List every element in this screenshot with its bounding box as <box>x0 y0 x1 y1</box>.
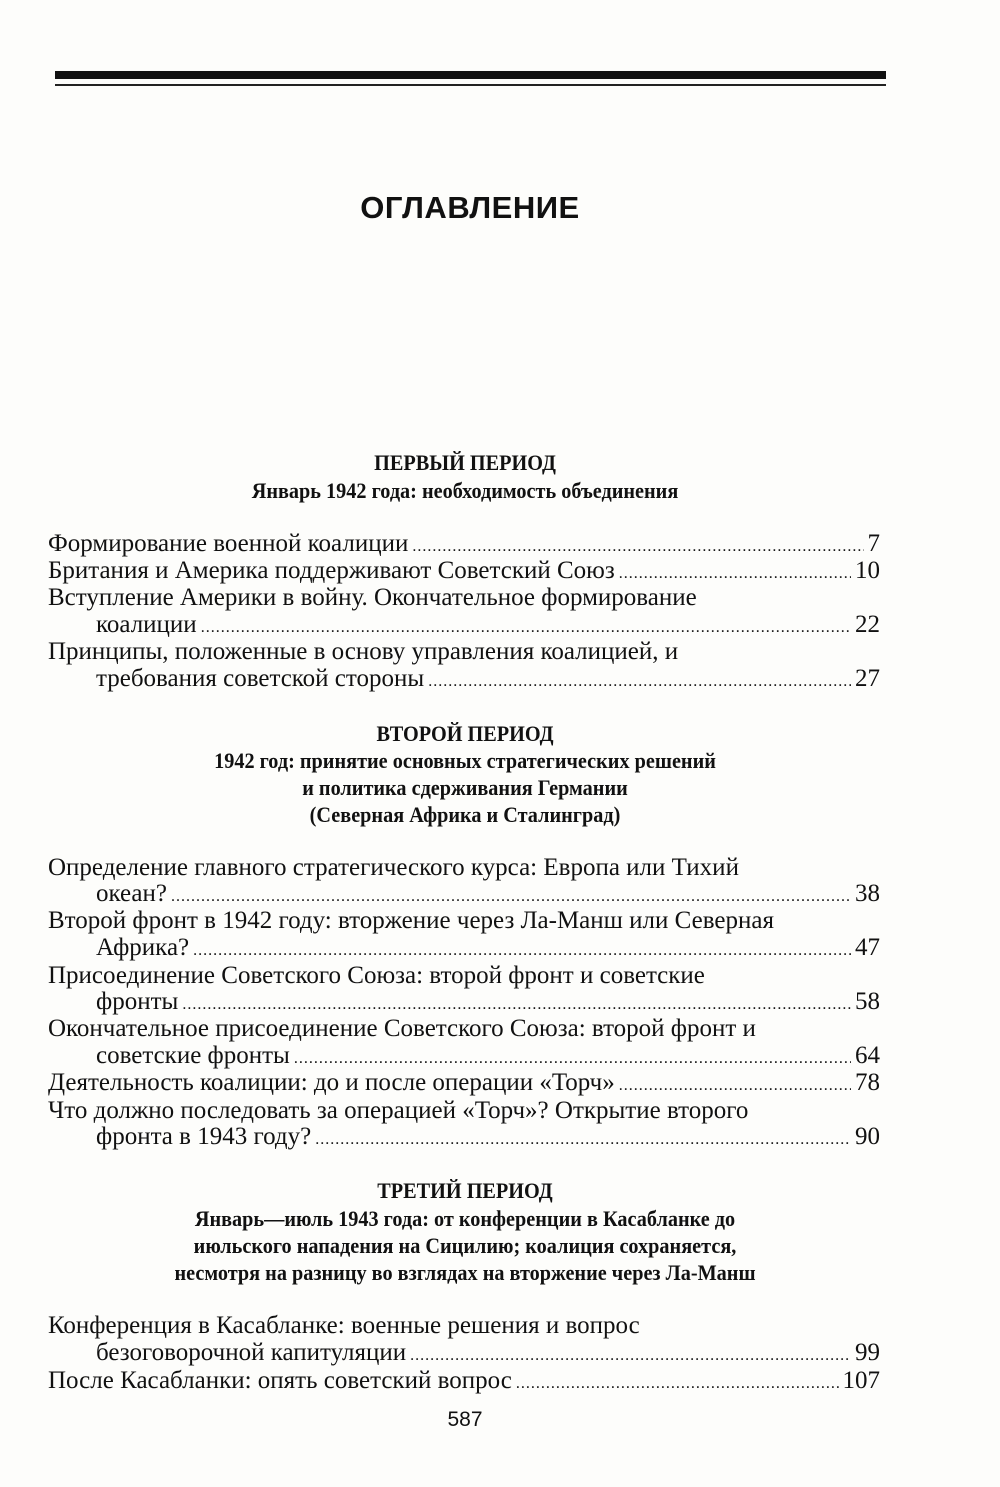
toc-entry-line[interactable] <box>48 584 880 611</box>
toc-entry[interactable] <box>96 665 880 695</box>
entry-title: Принципы, положенные в основу управления коалицией, и <box>48 638 679 665</box>
dot-leader <box>315 1126 851 1153</box>
dot-leader <box>428 668 851 695</box>
entry-title: Окончательное присоединение Советского Союза: второй фронт и <box>48 1015 756 1042</box>
section-2-period: ВТОРОЙ ПЕРИОД <box>376 721 554 746</box>
toc-entry-line[interactable] <box>48 638 880 665</box>
dot-leader <box>619 560 851 587</box>
section-1-period: ПЕРВЫЙ ПЕРИОД <box>374 450 556 475</box>
entry-page: 58 <box>855 988 880 1015</box>
entry-title: Присоединение Советского Союза: второй фронт и советские <box>48 962 705 989</box>
dot-leader <box>294 1045 851 1072</box>
toc-entry-line[interactable] <box>48 1097 880 1124</box>
entry-page: 107 <box>842 1367 880 1394</box>
section-1-subtitle: Январь 1942 года: необходимость объединения <box>251 478 679 503</box>
entry-title: После Касабланки: опять советский вопрос <box>48 1367 512 1394</box>
toc-entry-line[interactable] <box>48 907 880 934</box>
toc-entry-line[interactable] <box>48 962 880 989</box>
section-3-subtitle: июльского нападения на Сицилию; коалиция сохраняется, <box>193 1233 737 1258</box>
section-3-subtitle: Январь—июль 1943 года: от конференции в Касабланке до <box>194 1206 736 1231</box>
entry-title-cont: Африка? <box>96 934 190 961</box>
entry-page: 47 <box>855 934 880 961</box>
toc-entry[interactable] <box>48 530 880 560</box>
section-2-subtitle: (Северная Африка и Сталинград) <box>309 802 621 827</box>
section-3-subtitle: несмотря на разницу во взглядах на вторжение через Ла-Манш <box>174 1260 756 1285</box>
dot-leader <box>619 1072 851 1099</box>
toc-entry[interactable] <box>96 1123 880 1153</box>
entry-page: 22 <box>855 611 880 638</box>
entry-page: 10 <box>855 557 880 584</box>
section-2-subtitle: и политика сдерживания Германии <box>302 775 628 800</box>
page-number: 587 <box>447 1408 483 1431</box>
entry-title: Определение главного стратегического курса: Европа или Тихий <box>48 854 739 881</box>
section-3-period: ТРЕТИЙ ПЕРИОД <box>377 1178 553 1203</box>
dot-leader <box>412 533 863 560</box>
entry-title: Что должно последовать за операцией «Торч»? Открытие второго <box>48 1097 749 1124</box>
section-2-subtitle: 1942 год: принятие основных стратегических решений <box>214 748 716 773</box>
toc-entry[interactable] <box>48 1367 880 1397</box>
entry-page: 64 <box>855 1042 880 1069</box>
toc-entry-line[interactable] <box>48 1015 880 1042</box>
toc-entry-line[interactable] <box>48 854 880 881</box>
entry-page: 78 <box>855 1069 880 1096</box>
entry-page: 27 <box>855 665 880 692</box>
toc-entry[interactable] <box>96 1042 880 1072</box>
entry-title-cont: фронты <box>96 988 179 1015</box>
toc-entry[interactable] <box>48 1069 880 1099</box>
entry-title-cont: фронта в 1943 году? <box>96 1123 312 1150</box>
entry-page: 38 <box>855 880 880 907</box>
entry-title-cont: коалиции <box>96 611 197 638</box>
toc-entry-line[interactable] <box>48 1312 880 1339</box>
toc-entry[interactable] <box>48 557 880 587</box>
entry-title: Второй фронт в 1942 году: вторжение через Ла-Манш или Северная <box>48 907 774 934</box>
entry-title: Вступление Америки в войну. Окончательное формирование <box>48 584 697 611</box>
header-rule-thin <box>55 84 886 86</box>
entry-title: Деятельность коалиции: до и после операции «Торч» <box>48 1069 615 1096</box>
toc-entry[interactable] <box>96 934 880 964</box>
toc-entry[interactable] <box>96 988 880 1018</box>
dot-leader <box>516 1370 839 1397</box>
dot-leader <box>193 937 851 964</box>
toc-entry[interactable] <box>96 880 880 910</box>
entry-page: 7 <box>867 530 880 557</box>
entry-title: Формирование военной коалиции <box>48 530 409 557</box>
header-rule-thick <box>55 71 886 79</box>
dot-leader <box>171 883 851 910</box>
entry-title: Британия и Америка поддерживают Советский Союз <box>48 557 615 584</box>
dot-leader <box>201 614 851 641</box>
entry-title-cont: советские фронты <box>96 1042 290 1069</box>
dot-leader <box>410 1342 851 1369</box>
entry-title-cont: требования советской стороны <box>96 665 425 692</box>
page-title: ОГЛАВЛЕНИЕ <box>360 190 580 225</box>
dot-leader <box>182 991 851 1018</box>
entry-page: 90 <box>855 1123 880 1150</box>
toc-entry[interactable] <box>96 1339 880 1369</box>
entry-title-cont: океан? <box>96 880 167 907</box>
entry-title: Конференция в Касабланке: военные решения и вопрос <box>48 1312 640 1339</box>
entry-page: 99 <box>855 1339 880 1366</box>
entry-title-cont: безоговорочной капитуляции <box>96 1339 407 1366</box>
toc-entry[interactable] <box>96 611 880 641</box>
